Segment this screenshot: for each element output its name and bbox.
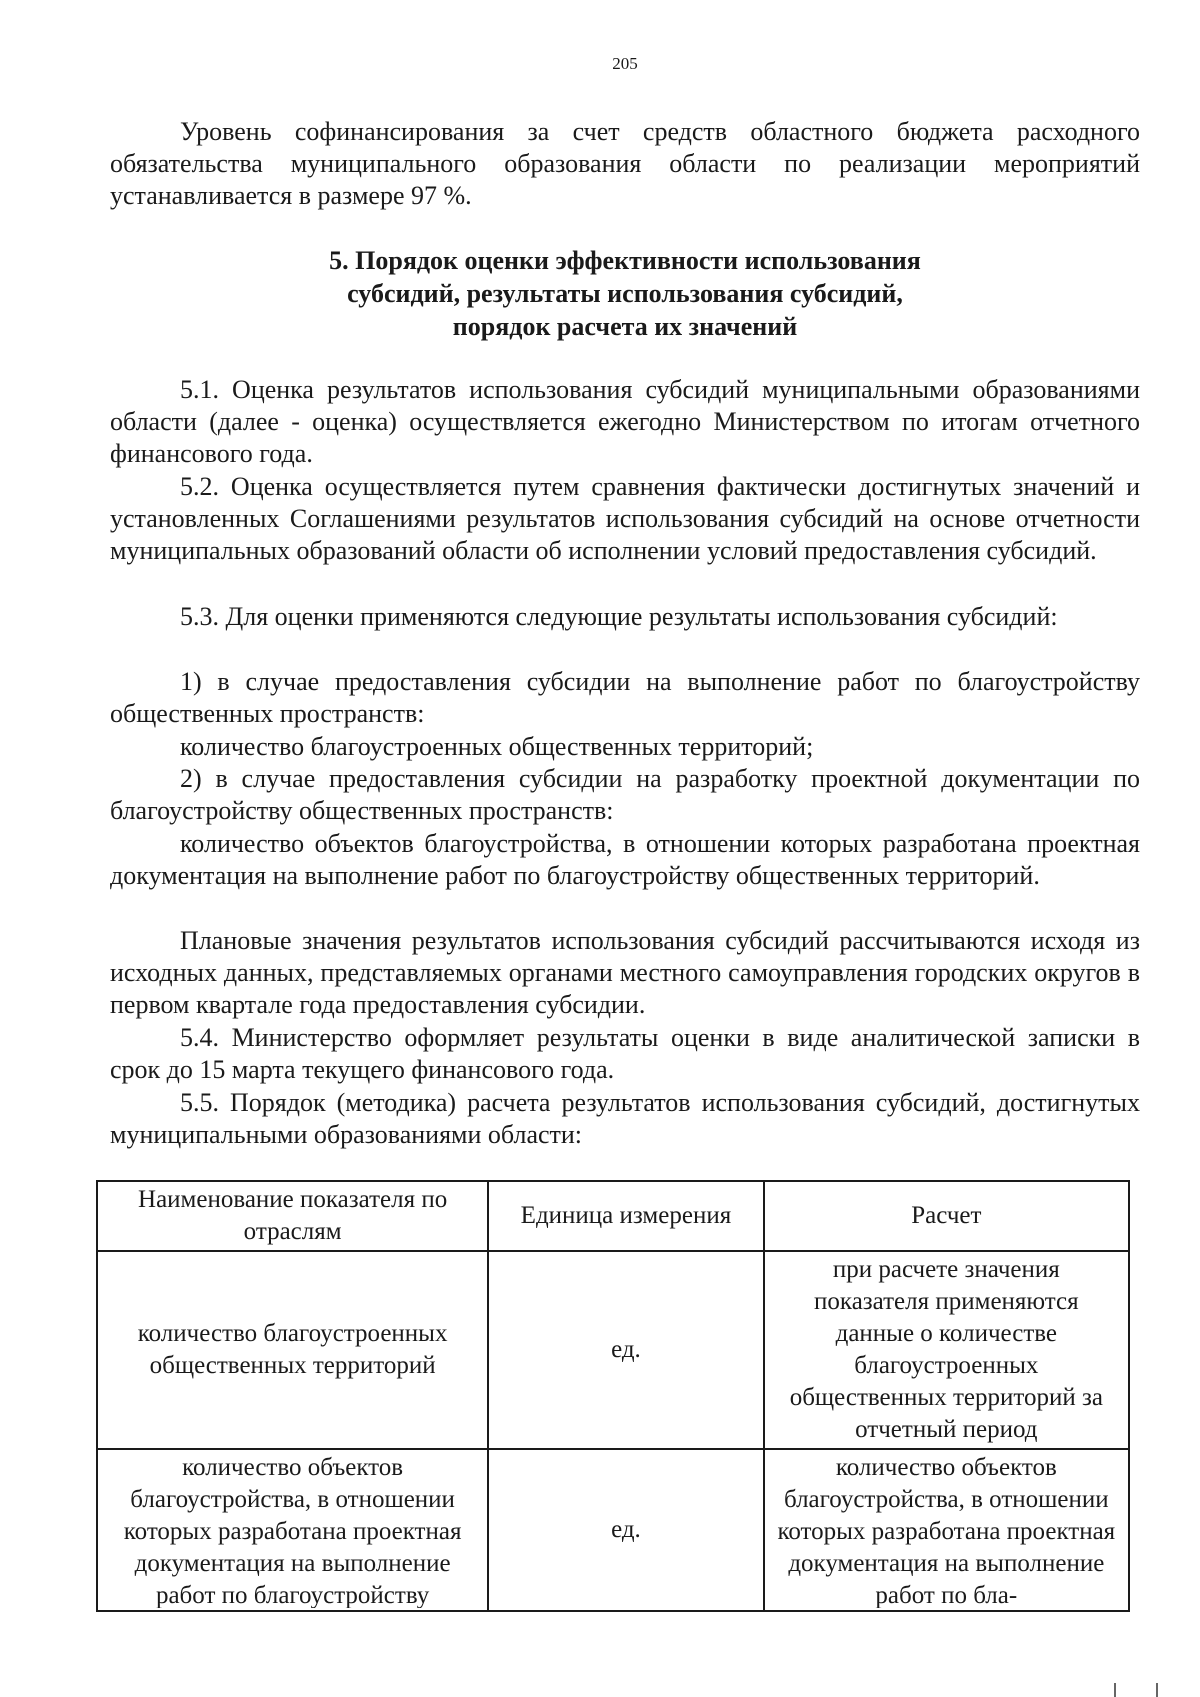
row-1-indicator-name: количество благоустроенных общественных территорий xyxy=(97,1251,488,1449)
header-calculation: Расчет xyxy=(764,1181,1129,1251)
paragraph-5-2: 5.2. Оценка осуществляется путем сравнения фактически достигнутых значений и установленных Соглашениями результатов использования субсидий на основе отчетности муниципальных образований области об исполнении условий предоставления субсидий. xyxy=(110,472,1140,565)
paragraph-5-3: 5.3. Для оценки применяются следующие результаты использования субсидий: xyxy=(180,602,1058,631)
section-heading-line-1: 5. Порядок оценки эффективности использования xyxy=(329,246,921,275)
page-number: 205 xyxy=(612,54,638,73)
header-indicator-name: Наименование показателя по отраслям xyxy=(97,1181,488,1251)
section-heading-line-2: субсидий, результаты использования субсидий, xyxy=(347,279,903,308)
list-item-1: 1) в случае предоставления субсидии на выполнение работ по благоустройству общественных пространств: xyxy=(110,667,1140,728)
paragraph-5-1: 5.1. Оценка результатов использования субсидий муниципальными образованиями области (далее - оценка) осуществляется ежегодно Министерством по итогам отчетного финансового года. xyxy=(110,375,1140,468)
row-1-calculation: при расчете значения показателя применяются данные о количестве благоустроенных общественных территорий за отчетный период xyxy=(764,1251,1129,1449)
row-2-indicator-name-cell xyxy=(97,1449,488,1611)
table-row xyxy=(97,1251,1129,1449)
table-header-row xyxy=(97,1181,1129,1251)
row-2-calculation-cell xyxy=(764,1449,1129,1611)
row-2-calculation: количество объектов благоустройства, в отношении которых разработана проектная документация на выполнение работ по бла- xyxy=(777,1454,1116,1608)
paragraph-5-4: 5.4. Министерство оформляет результаты оценки в виде аналитической записки в срок до 15 марта текущего финансового года. xyxy=(110,1023,1140,1084)
section-heading-line-3: порядок расчета их значений xyxy=(452,312,798,341)
row-2-unit: ед. xyxy=(488,1449,763,1611)
header-unit: Единица измерения xyxy=(488,1181,763,1251)
scan-edge-marks xyxy=(1114,1683,1158,1697)
indicators-table xyxy=(96,1180,1130,1612)
list-item-2-result: количество объектов благоустройства, в отношении которых разработана проектная документация на выполнение работ по благоустройству общественных территорий. xyxy=(110,829,1140,890)
row-2-indicator-name: количество объектов благоустройства, в отношении которых разработана проектная документация на выполнение работ по благоустройству xyxy=(123,1454,462,1608)
row-1-unit: ед. xyxy=(488,1251,763,1449)
paragraph-5-5: 5.5. Порядок (методика) расчета результатов использования субсидий, достигнутых муниципальными образованиями области: xyxy=(110,1088,1140,1149)
table-row xyxy=(97,1449,1129,1611)
list-item-2: 2) в случае предоставления субсидии на разработку проектной документации по благоустройству общественных пространств: xyxy=(110,764,1140,825)
planned-values-paragraph: Плановые значения результатов использования субсидий рассчитываются исходя из исходных данных, представляемых органами местного самоуправления городских округов в первом квартале года предоставления субсидии. xyxy=(110,926,1140,1019)
list-item-1-result: количество благоустроенных общественных территорий; xyxy=(180,732,814,761)
intro-paragraph: Уровень софинансирования за счет средств областного бюджета расходного обязательства муниципального образования области по реализации мероприятий устанавливается в размере 97 %. xyxy=(110,117,1140,210)
section-heading xyxy=(110,244,1140,343)
